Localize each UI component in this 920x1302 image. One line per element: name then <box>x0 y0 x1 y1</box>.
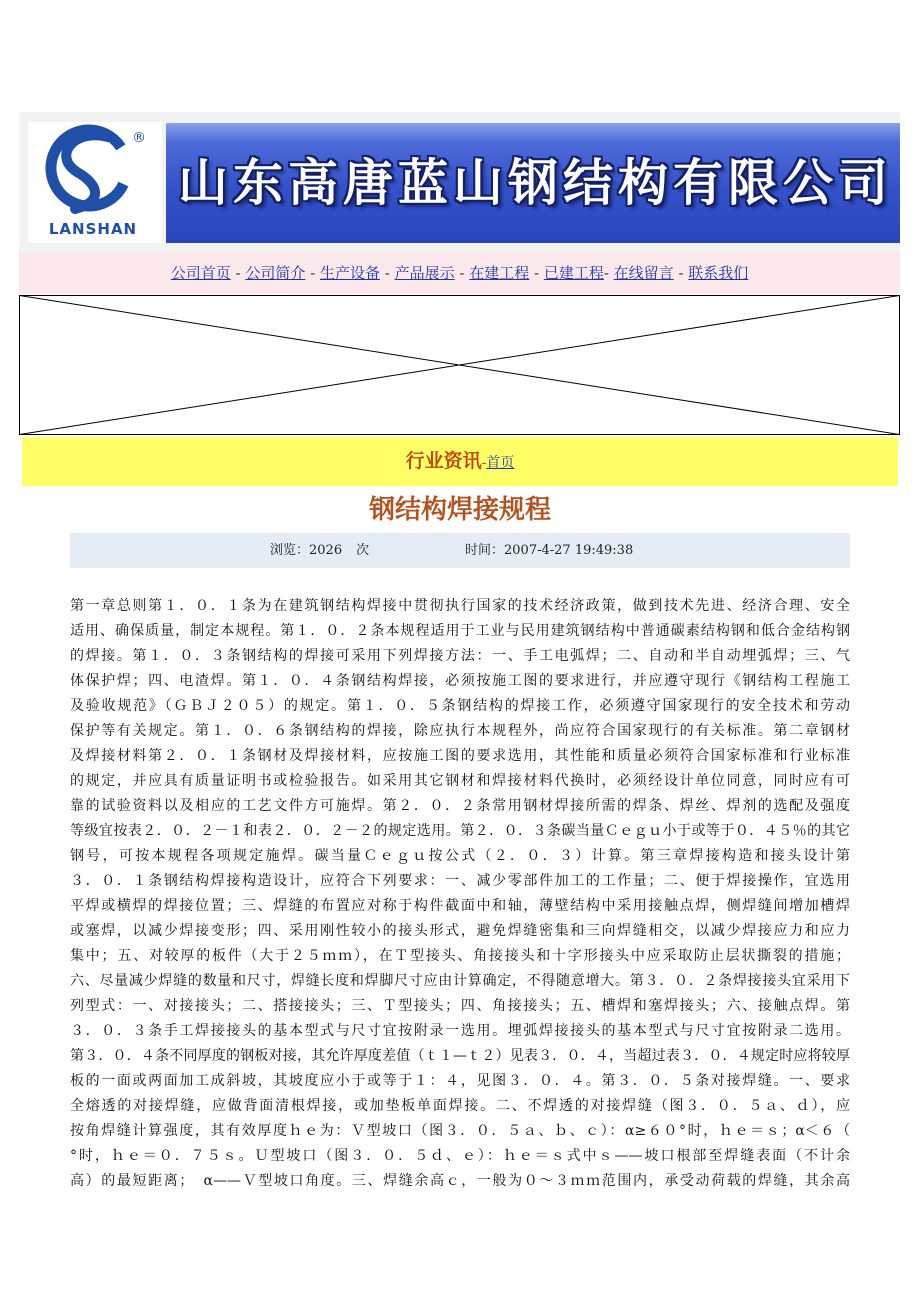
article-body-line: 及验收规范》（ＧＢＪ２０５）的规定。第１．０．５条钢结构的焊接工作，必须遵守国家现行的安全技术和劳动 <box>70 698 850 714</box>
logo-text: LANSHAN <box>48 220 138 238</box>
nav-separator: - <box>379 264 395 282</box>
article-body-line: 体保护焊；四、电渣焊。第１．０．４条钢结构焊接，必须按施工图的要求进行，并应遵守现行《钢结构工程施工 <box>70 673 850 689</box>
publish-time-value: 2007-4-27 19:49:38 <box>504 543 634 558</box>
main-nav <box>19 252 900 294</box>
nav-link-completed-projects[interactable]: 已建工程 <box>543 264 604 282</box>
company-name: 山东高唐蓝山钢结构有限公司 <box>178 154 888 212</box>
logo-registered-mark: ® <box>132 130 146 146</box>
article-body <box>70 594 850 1194</box>
publish-time <box>465 533 633 568</box>
article-body-line: 板的一面或两面加工成斜坡，其坡度应小于或等于１：４，见图３．０．４。第３．０．５条对接焊缝。一、要求 <box>70 1073 850 1089</box>
article-body-line: 等级宜按表２．０．２－１和表２．０．２－２的规定选用。第２．０．３条碳当量Ｃｅｇｕ小于或等于０．４５％的其它 <box>70 823 850 839</box>
article-body-line: 及焊接材料第２．０．１条钢材及焊接材料，应按施工图的要求选用，其性能和质量必须符合国家标准和行业标准 <box>70 748 850 764</box>
nav-separator: - <box>230 264 246 282</box>
broken-image-icon <box>19 295 900 435</box>
publish-time-label: 时间： <box>465 543 505 558</box>
nav-separator: - <box>603 264 614 282</box>
article-body-line: 高）的最短距离； α——Ｖ型坡口角度。三、焊缝余高ｃ，一般为０～３ｍｍ范围内，承受动荷载的焊缝，其余高 <box>70 1173 850 1189</box>
nav-separator: - <box>305 264 320 282</box>
broken-image-placeholder <box>19 295 900 435</box>
article-body-line: 保护等有关规定。第１．０．６条钢结构的焊接，除应执行本规程外，尚应符合国家现行的有关标准。第二章钢材 <box>70 723 850 739</box>
article-body-line: 适用、确保质量，制定本规程。第１．０．２条本规程适用于工业与民用建筑钢结构中普通碳素结构钢和低合金结构钢 <box>70 623 850 639</box>
nav-separator: - <box>673 264 689 282</box>
view-count-label: 浏览： <box>270 543 310 558</box>
company-banner <box>166 123 900 243</box>
article-body-line: 六、尽量减少焊缝的数量和尺寸，焊缝长度和焊脚尺寸应由计算确定，不得随意增大。第３．０．２条焊接接头宜采用下 <box>70 973 850 989</box>
article-title: 钢结构焊接规程 <box>368 495 551 525</box>
nav-link-equipment[interactable]: 生产设备 <box>319 264 380 282</box>
article-body-line: 全熔透的对接焊缝，应做背面清根焊接，或加垫板单面焊接。二、不焊透的对接焊缝（图３．０．５ａ、ｄ），应 <box>70 1098 850 1114</box>
nav-separator: - <box>529 264 544 282</box>
section-name: 行业资讯 <box>405 450 482 472</box>
section-separator: - <box>481 455 487 471</box>
nav-link-home[interactable]: 公司首页 <box>170 264 231 282</box>
article-body-line: 钢号，可按本规程各项规定施焊。碳当量Ｃｅｇｕ按公式（２．０．３）计算。第三章焊接构造和接头设计第 <box>70 848 850 864</box>
nav-link-guestbook[interactable]: 在线留言 <box>613 264 674 282</box>
article-body-line: 集中；五、对较厚的板件（大于２５ｍｍ），在Ｔ型接头、角接接头和十字形接头中应采取防止层状撕裂的措施； <box>70 948 850 964</box>
view-count-value: 2026 <box>309 543 343 558</box>
article-body-line: 列型式：一、对接接头；二、搭接接头；三、Ｔ型接头；四、角接接头；五、槽焊和塞焊接头；六、接触点焊。第 <box>70 998 850 1014</box>
article-body-line: 靠的试验资料以及相应的工艺文件方可施焊。第２．０．２条常用钢材焊接所需的焊条、焊丝、焊剂的选配及强度 <box>70 798 850 814</box>
article-body-line: 第一章总则第１．０．１条为在建筑钢结构焊接中贯彻执行国家的技术经济政策，做到技术先进、经济合理、安全 <box>70 598 850 614</box>
view-count-unit: 次 <box>356 543 370 558</box>
article-body-line: 的焊接。第１．０．３条钢结构的焊接可采用下列焊接方法：一、手工电弧焊；二、自动和半自动埋弧焊；三、气 <box>70 648 850 664</box>
section-home-link[interactable]: 首页 <box>486 455 515 471</box>
site-header <box>19 112 900 252</box>
article-body-line: °时，ｈｅ＝０．７５ｓ。Ｕ型坡口（图３．０．５ｄ、ｅ）：ｈｅ＝ｓ式中ｓ——坡口根部至焊缝表面（不计余 <box>70 1148 850 1164</box>
article-meta <box>70 533 850 568</box>
article-body-line: ３．０．３条手工焊接接头的基本型式与尺寸宜按附录一选用。埋弧焊接接头的基本型式与尺寸宜按附录二选用。 <box>70 1023 850 1039</box>
logo-mark <box>28 122 162 243</box>
article-body-line: ３．０．１条钢结构焊接构造设计，应符合下列要求：一、减少零部件加工的工作量；二、便于焊接操作，宜选用 <box>70 873 850 889</box>
article-body-line: 第３．０．４条不同厚度的钢板对接，其允许厚度差值（ｔ１—ｔ２）见表３．０．４，当超过表３．０．４规定时应将较厚 <box>70 1048 850 1064</box>
section-header <box>22 437 898 486</box>
article-body-line: 按角焊缝计算强度，其有效厚度ｈｅ为：Ｖ型坡口（图３．０．５ａ、ｂ、ｃ）：α≥６０°时，ｈｅ＝ｓ；α＜６（ <box>70 1123 850 1139</box>
nav-link-about[interactable]: 公司简介 <box>245 264 306 282</box>
nav-separator: - <box>454 264 470 282</box>
article-body-line: 的规定，并应具有质量证明书或检验报告。如采用其它钢材和焊接材料代换时，必须经设计单位同意，同时应有可 <box>70 773 850 789</box>
view-count <box>270 533 369 568</box>
company-logo[interactable] <box>28 122 162 243</box>
nav-link-ongoing-projects[interactable]: 在建工程 <box>469 264 530 282</box>
article-body-line: 或塞焊，以减少焊接变形；四、采用刚性较小的接头形式，避免焊缝密集和三向焊缝相交，以减少焊接应力和应力 <box>70 923 850 939</box>
nav-link-products[interactable]: 产品展示 <box>394 264 455 282</box>
nav-link-contact[interactable]: 联系我们 <box>688 264 749 282</box>
article-body-line: 平焊或横焊的焊接位置；三、焊缝的布置应对称于构件截面中和轴，薄壁结构中采用接触点焊，侧焊缝间增加槽焊 <box>70 898 850 914</box>
